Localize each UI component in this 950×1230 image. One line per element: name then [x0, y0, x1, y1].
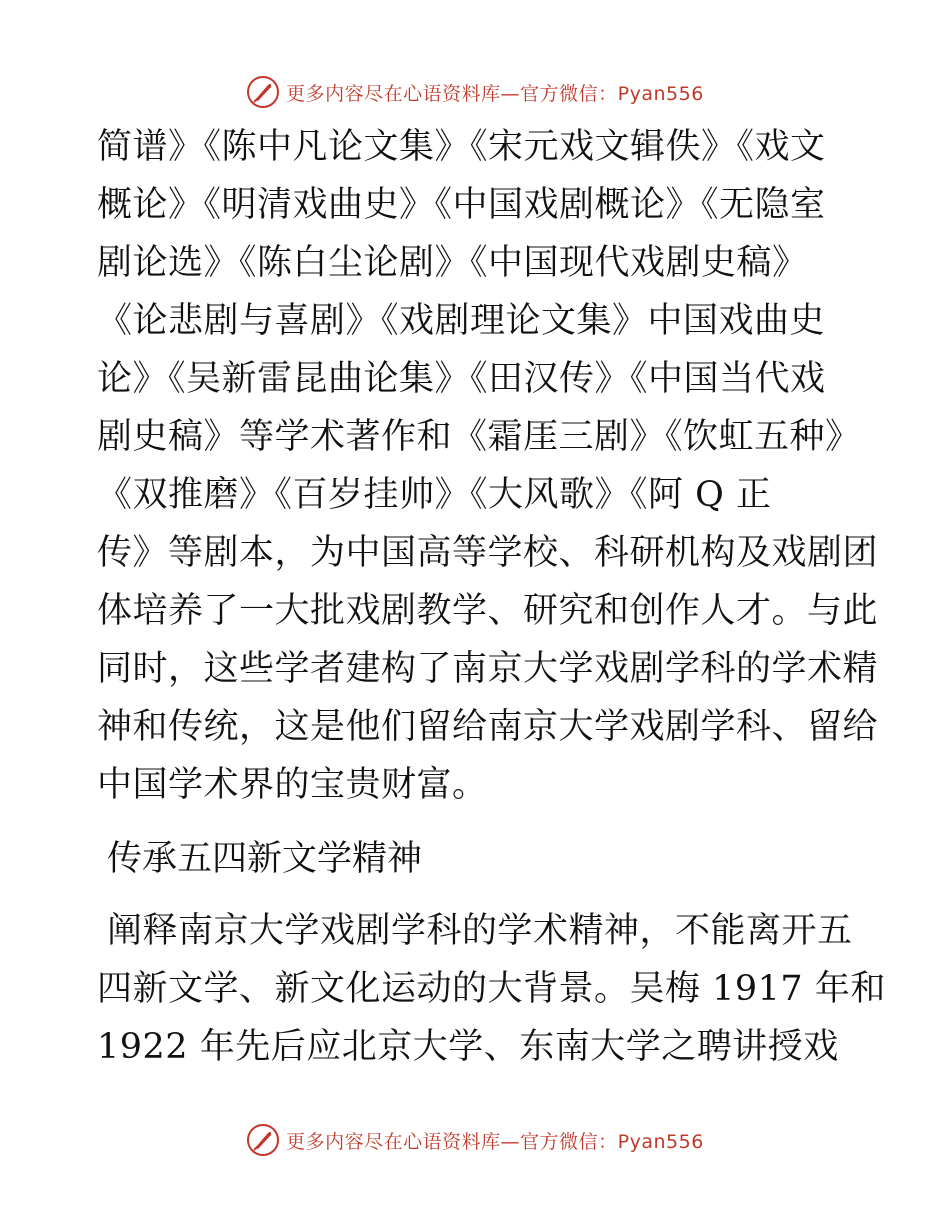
text-line: 神和传统，这是他们留给南京大学戏剧学科、留给: [97, 707, 879, 747]
text-line: 传》等剧本，为中国高等学校、科研机构及戏剧团: [97, 533, 879, 573]
watermark-header: [0, 72, 950, 112]
text-line: 中国学术界的宝贵财富。: [97, 765, 488, 805]
text-line: 《论悲剧与喜剧》《戏剧理论文集》中国戏曲史: [97, 301, 826, 341]
document-body: [97, 118, 886, 1076]
text-line: 体培养了一大批戏剧教学、研究和创作人才。与此: [97, 591, 879, 631]
paragraph-2: [97, 902, 886, 1076]
text-line: 同时，这些学者建构了南京大学戏剧学科的学术精: [97, 649, 879, 689]
watermark-footer: [0, 1120, 950, 1160]
watermark-text: 更多内容尽在心语资料库—官方微信：Pyan556: [286, 82, 704, 105]
text-line: 四新文学、新文化运动的大背景。吴梅 1917 年和: [97, 969, 886, 1009]
text-line: 剧论选》《陈白尘论剧》《中国现代戏剧史稿》: [97, 243, 808, 283]
paragraph-1: [97, 118, 879, 814]
text-line: 论》《吴新雷昆曲论集》《田汉传》《中国当代戏: [97, 359, 826, 399]
text-line: 1922 年先后应北京大学、东南大学之聘讲授戏: [97, 1027, 839, 1067]
section-heading: 传承五四新文学精神: [107, 839, 423, 879]
quill-pen-icon: [246, 1123, 280, 1157]
text-line: 简谱》《陈中凡论文集》《宋元戏文辑佚》《戏文: [97, 127, 826, 167]
quill-pen-icon: [246, 75, 280, 109]
text-line: 剧史稿》等学术著作和《霜厓三剧》《饮虹五种》: [97, 417, 861, 457]
text-line: 阐释南京大学戏剧学科的学术精神，不能离开五: [107, 911, 853, 951]
text-line: 《双推磨》《百岁挂帅》《大风歌》《阿 Q 正: [97, 475, 772, 515]
text-line: 概论》《明清戏曲史》《中国戏剧概论》《无隐室: [97, 185, 826, 225]
watermark-text: 更多内容尽在心语资料库—官方微信：Pyan556: [286, 1130, 704, 1153]
